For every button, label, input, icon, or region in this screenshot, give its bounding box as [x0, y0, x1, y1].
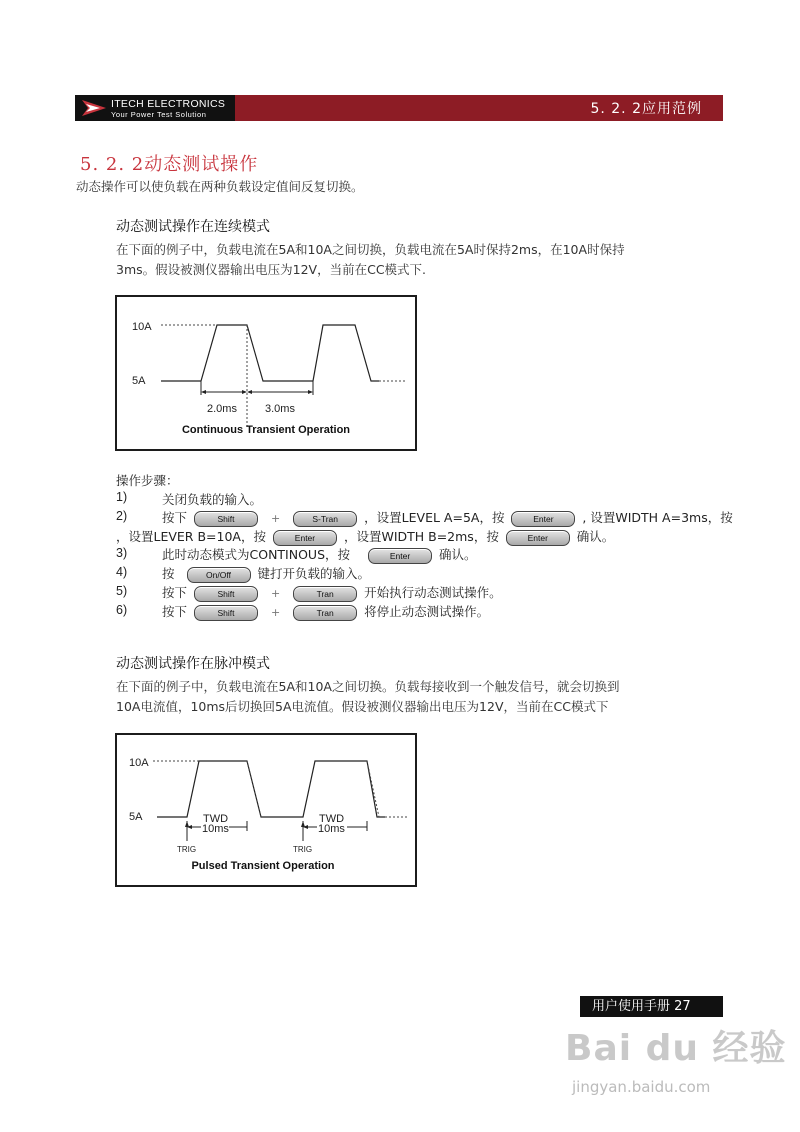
- step-2-pre: 按下: [162, 510, 188, 525]
- enter-key: Enter: [511, 511, 575, 527]
- step-4-num: 4): [116, 565, 128, 579]
- step-1-num: 1): [116, 490, 128, 504]
- step-4-after: 键打开负载的输入。: [257, 566, 370, 581]
- brand-name: ITECH ELECTRONICS: [111, 98, 226, 110]
- step-5-pre: 按下: [162, 585, 188, 600]
- itech-logo-icon: [80, 98, 108, 118]
- step-4-line: [162, 564, 370, 583]
- dim-label-3ms: 3.0ms: [265, 403, 295, 415]
- plus-sign: +: [270, 587, 281, 600]
- enter-key: Enter: [368, 548, 432, 564]
- trig-arrow-2: [301, 821, 305, 827]
- step-1-text: 关闭负载的输入。: [162, 492, 263, 507]
- pulsed-waveform: [157, 761, 385, 817]
- header-section-ref: 5. 2. 2应用范例: [590, 101, 702, 117]
- fall-dash-2: [367, 761, 379, 817]
- watermark-url: jingyan.baidu.com: [572, 1078, 711, 1096]
- step-2-line2b: ，设置WIDTH B=2ms，按: [343, 529, 499, 544]
- pulsed-waveform-diagram: [115, 733, 417, 887]
- enter-key: Enter: [506, 530, 570, 546]
- label-10a: 10A: [129, 757, 149, 769]
- continuous-waveform-diagram: [115, 295, 417, 451]
- baidu-watermark-logo: Bai du 经验: [565, 1028, 787, 1069]
- plus-sign: +: [270, 606, 281, 619]
- step-2-t1: ，设置LEVEL A=5A，按: [364, 510, 505, 525]
- twd-label-2: TWD: [319, 813, 345, 825]
- continuous-desc-line2: 3ms。假设被测仪器输出电压为12V，当前在CC模式下.: [116, 262, 427, 277]
- dim-label-2ms: 2.0ms: [207, 403, 237, 415]
- continuous-desc-line1: 在下面的例子中，负载电流在5A和10A之间切换，负载电流在5A时保持2ms，在10A时保持: [116, 242, 625, 257]
- pulsed-heading: 动态测试操作在脉冲模式: [116, 656, 270, 672]
- step-3-line: [162, 545, 477, 564]
- trig-label-1: TRIG: [177, 845, 197, 854]
- footer-page-label: 用户使用手册 27: [580, 996, 723, 1017]
- label-5a: 5A: [132, 375, 146, 387]
- pulsed-caption: Pulsed Transient Operation: [191, 860, 335, 872]
- step-2-line2a: ，设置LEVER B=10A，按: [116, 529, 266, 544]
- step-2-line2: [116, 527, 614, 546]
- pulsed-desc-line1: 在下面的例子中，负载电流在5A和10A之间切换。负载每接收到一个触发信号，就会切换到: [116, 679, 620, 694]
- step-3-after: 确认。: [438, 547, 477, 562]
- step-6-after: 将停止动态测试操作。: [364, 604, 490, 619]
- continuous-waveform-svg: [117, 297, 415, 449]
- twd-label-1: TWD: [203, 813, 229, 825]
- step-3-text: 此时动态模式为CONTINOUS，按: [162, 547, 351, 562]
- shift-key: Shift: [194, 605, 258, 621]
- step-2-line2c: 确认。: [576, 529, 615, 544]
- section-title: 5. 2. 2动态测试操作: [80, 154, 259, 175]
- label-10a: 10A: [132, 321, 152, 333]
- tran-key: Tran: [293, 605, 357, 621]
- dur-label-1: 10ms: [202, 823, 229, 835]
- steps-title: 操作步骤：: [116, 473, 179, 488]
- step-4-pre: 按: [162, 566, 175, 581]
- tran-key: Tran: [293, 586, 357, 602]
- brand-tagline: Your Power Test Solution: [111, 110, 207, 119]
- step-3-num: 3): [116, 546, 128, 560]
- on-off-key: On/Off: [187, 567, 251, 583]
- step-6-line: [162, 602, 489, 621]
- continuous-caption: Continuous Transient Operation: [181, 424, 351, 436]
- section-intro: 动态操作可以使负载在两种负载设定值间反复切换。: [76, 179, 364, 194]
- plus-sign: +: [270, 512, 281, 525]
- continuous-waveform: [161, 325, 379, 381]
- step-5-line: [162, 583, 502, 602]
- shift-key: Shift: [194, 511, 258, 527]
- step-2-line1: [162, 508, 733, 527]
- step-2-num: 2): [116, 509, 128, 523]
- s-tran-key: S-Tran: [293, 511, 357, 527]
- step-2-t2: , 设置WIDTH A=3ms，按: [582, 510, 733, 525]
- step-6-num: 6): [116, 603, 128, 617]
- shift-key: Shift: [194, 586, 258, 602]
- fall-dash-1: [247, 761, 261, 817]
- trig-label-2: TRIG: [293, 845, 313, 854]
- enter-key: Enter: [273, 530, 337, 546]
- step-6-pre: 按下: [162, 604, 188, 619]
- trig-arrow-1: [185, 821, 189, 827]
- step-5-num: 5): [116, 584, 128, 598]
- continuous-heading: 动态测试操作在连续模式: [116, 219, 270, 235]
- pulsed-waveform-svg: [117, 735, 415, 885]
- dur-label-2: 10ms: [318, 823, 345, 835]
- label-5a: 5A: [129, 811, 143, 823]
- pulsed-desc-line2: 10A电流值，10ms后切换回5A电流值。假设被测仪器输出电压为12V，当前在CC模式下: [116, 699, 609, 714]
- step-5-after: 开始执行动态测试操作。: [364, 585, 502, 600]
